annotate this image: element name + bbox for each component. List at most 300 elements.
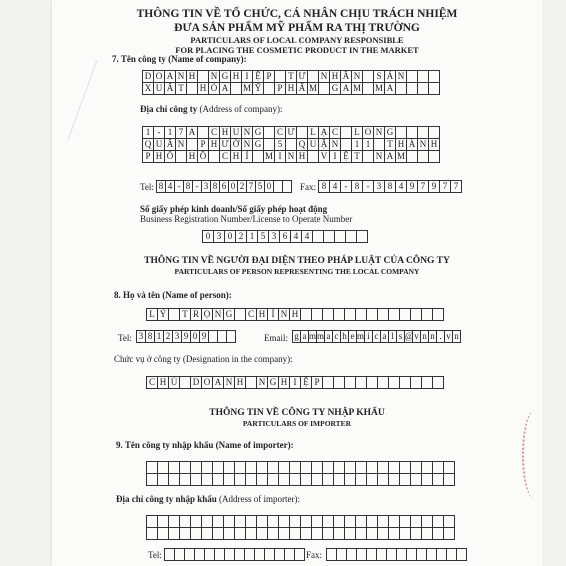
grid-cell: A: [186, 126, 197, 139]
grid-cell: L: [351, 126, 362, 139]
grid-cell: H: [153, 150, 164, 163]
grid-cell: [186, 82, 197, 95]
grid-cell: 7: [175, 126, 186, 139]
grid-cell: [252, 150, 263, 163]
grid-cell: [254, 548, 264, 561]
header-title-vn-2: ĐƯA SẢN PHẨM MỸ PHẨM RA THỊ TRƯỜNG: [174, 22, 420, 34]
grid-cell: X: [142, 82, 153, 95]
grid-cell: 5: [255, 180, 264, 193]
grid-cell: 3: [136, 330, 145, 343]
grid-cell: A: [340, 82, 351, 95]
grid-cell: [399, 527, 410, 540]
grid-cell: N: [318, 70, 329, 83]
grid-cell: N: [351, 70, 362, 83]
grid-cell: m: [309, 331, 317, 341]
grid-cell: [312, 230, 323, 243]
grid-cell: [223, 527, 234, 540]
grid-cell: [356, 548, 366, 561]
importer-name-row-2[interactable]: [146, 473, 455, 486]
grid-cell: s: [396, 330, 404, 343]
grid-cell: 8: [384, 180, 395, 193]
grid-cell: M: [264, 151, 273, 161]
person-name-label-vn: 8. Họ và tên: [114, 290, 160, 300]
grid-cell: [421, 308, 432, 321]
grid-cell: [168, 473, 179, 486]
grid-cell: [245, 473, 256, 486]
grid-cell: 4: [290, 230, 301, 243]
grid-cell: -: [362, 180, 373, 193]
importer-tel-field[interactable]: [164, 548, 305, 561]
importer-name-label-vn: 9. Tên công ty nhập khẩu: [116, 440, 214, 450]
grid-cell: [399, 473, 410, 486]
grid-cell: 9: [428, 180, 439, 193]
grid-cell: V: [318, 150, 329, 163]
grid-cell: [311, 527, 322, 540]
grid-cell: [355, 376, 366, 389]
grid-cell: [334, 230, 345, 243]
person-email-label: Email:: [264, 333, 288, 343]
grid-cell: N: [223, 376, 234, 389]
grid-cell: m: [357, 331, 365, 341]
grid-cell: A: [212, 376, 223, 389]
grid-cell: [356, 230, 368, 243]
grid-cell: [366, 308, 377, 321]
grid-cell: [346, 548, 356, 561]
grid-cell: .: [436, 330, 444, 343]
company-fax-field[interactable]: [318, 180, 462, 193]
grid-cell: C: [245, 308, 256, 321]
grid-cell: [333, 527, 344, 540]
person-name-field[interactable]: [146, 308, 444, 321]
grid-cell: [388, 527, 399, 540]
grid-cell: a: [324, 330, 332, 343]
grid-cell: [300, 308, 311, 321]
grid-cell: O: [201, 376, 212, 389]
company-name-label-vn: 7. Tên công ty: [112, 54, 166, 64]
grid-cell: T: [175, 82, 186, 95]
importer-address-label-en: (Address of importer):: [219, 494, 301, 504]
grid-cell: A: [384, 82, 395, 95]
grid-cell: 1: [362, 138, 373, 151]
grid-cell: [388, 473, 399, 486]
grid-cell: [456, 548, 467, 561]
grid-cell: N: [212, 308, 223, 321]
grid-cell: 0: [264, 180, 273, 193]
grid-cell: 7: [450, 180, 462, 193]
grid-cell: [184, 548, 194, 561]
grid-cell: [208, 150, 219, 163]
grid-cell: P: [311, 376, 322, 389]
grid-cell: H: [157, 376, 168, 389]
grid-cell: [245, 376, 256, 389]
person-tel-label: Tel:: [118, 333, 132, 343]
grid-cell: I: [241, 70, 252, 83]
representative-title-en: PARTICULARS OF PERSON REPRESENTING THE LOCAL COMPANY: [174, 267, 420, 276]
importer-name-label: [116, 440, 294, 450]
grid-cell: H: [219, 126, 230, 139]
grid-cell: Ồ: [197, 150, 208, 163]
grid-cell: [366, 527, 377, 540]
importer-title-vn: THÔNG TIN VỀ CÔNG TY NHẬP KHẨU: [209, 408, 385, 418]
grid-cell: N: [175, 138, 186, 151]
grid-cell: M: [374, 83, 383, 93]
grid-cell: U: [153, 82, 164, 95]
grid-cell: [234, 473, 245, 486]
grid-cell: [443, 473, 455, 486]
grid-cell: e: [348, 330, 356, 343]
grid-cell: n: [452, 330, 461, 343]
grid-cell: -: [340, 180, 351, 193]
grid-cell: [307, 150, 318, 163]
company-name-label: [112, 54, 247, 64]
grid-cell: H: [208, 138, 219, 151]
grid-cell: [208, 330, 217, 343]
grid-cell: N: [395, 70, 406, 83]
grid-cell: [230, 82, 241, 95]
grid-cell: Í: [241, 150, 252, 163]
grid-cell: T: [351, 150, 362, 163]
company-address-row-3[interactable]: [142, 150, 440, 163]
grid-cell: H: [289, 308, 300, 321]
grid-cell: 0: [228, 180, 237, 193]
grid-cell: T: [384, 138, 395, 151]
grid-cell: 7: [246, 180, 255, 193]
grid-cell: [388, 308, 399, 321]
importer-tel-label: Tel:: [148, 550, 162, 560]
grid-cell: G: [267, 376, 278, 389]
grid-cell: H: [197, 82, 208, 95]
grid-cell: 2: [163, 330, 172, 343]
grid-cell: N: [175, 70, 186, 83]
grid-cell: [416, 548, 426, 561]
grid-cell: [410, 308, 421, 321]
grid-cell: [245, 527, 256, 540]
grid-cell: Ư: [296, 70, 307, 83]
importer-address-row-2[interactable]: [146, 527, 455, 540]
grid-cell: [179, 376, 190, 389]
grid-cell: [432, 473, 443, 486]
importer-address-label: [116, 494, 300, 504]
grid-cell: 7: [417, 180, 428, 193]
grid-cell: [406, 82, 417, 95]
grid-cell: 4: [329, 180, 340, 193]
grid-cell: [344, 473, 355, 486]
grid-cell: H: [186, 150, 197, 163]
grid-cell: [326, 548, 336, 561]
company-name-row-2[interactable]: [142, 82, 440, 95]
grid-cell: [421, 527, 432, 540]
grid-cell: h: [340, 330, 348, 343]
grid-cell: 6: [219, 180, 228, 193]
grid-cell: [204, 548, 214, 561]
grid-cell: [164, 548, 174, 561]
grid-cell: H: [285, 82, 296, 95]
grid-cell: N: [373, 150, 384, 163]
grid-cell: [201, 473, 212, 486]
grid-cell: l: [388, 330, 396, 343]
grid-cell: 8: [210, 180, 219, 193]
grid-cell: Ệ: [340, 150, 351, 163]
header-title-en-1: PARTICULARS OF LOCAL COMPANY RESPONSIBLE: [190, 35, 404, 45]
grid-cell: [267, 527, 278, 540]
grid-cell: [428, 150, 440, 163]
grid-cell: [263, 82, 274, 95]
grid-cell: M: [352, 83, 361, 93]
importer-address-label-vn: Địa chỉ công ty nhập khẩu: [116, 494, 217, 504]
grid-cell: H: [186, 70, 197, 83]
grid-cell: H: [234, 376, 245, 389]
grid-cell: n: [420, 330, 428, 343]
grid-cell: 1: [142, 126, 153, 139]
grid-cell: 0: [190, 330, 199, 343]
grid-cell: Â: [164, 138, 175, 151]
grid-cell: [355, 308, 366, 321]
license-label-vn: Số giấy phép kinh doanh/Số giấy phép hoạt động: [140, 204, 328, 214]
grid-cell: [421, 376, 432, 389]
grid-cell: [410, 376, 421, 389]
grid-cell: M: [396, 151, 405, 161]
grid-cell: 8: [156, 180, 165, 193]
grid-cell: H: [428, 138, 440, 151]
grid-cell: [157, 473, 168, 486]
grid-cell: v: [444, 330, 452, 343]
grid-cell: [179, 527, 190, 540]
grid-cell: R: [190, 308, 201, 321]
grid-cell: 4: [395, 180, 406, 193]
person-name-label-en: (Name of person):: [162, 290, 232, 300]
grid-cell: [399, 308, 410, 321]
header-title-vn-1: THÔNG TIN VỀ TỔ CHỨC, CÁ NHÂN CHỊU TRÁCH NHIỆM: [136, 8, 458, 20]
designation-label-vn: Chức vụ ở công ty: [114, 354, 181, 364]
grid-cell: c: [332, 330, 340, 343]
grid-cell: S: [373, 70, 384, 83]
grid-cell: [234, 527, 245, 540]
grid-cell: 3: [213, 230, 224, 243]
grid-cell: [344, 527, 355, 540]
importer-title-en: PARTICULARS OF IMPORTER: [242, 419, 352, 428]
grid-cell: 0: [202, 230, 213, 243]
grid-cell: [217, 330, 226, 343]
grid-cell: Ạ: [318, 126, 329, 139]
grid-cell: [417, 150, 428, 163]
grid-cell: [366, 473, 377, 486]
grid-cell: G: [219, 70, 230, 83]
grid-cell: [226, 330, 236, 343]
person-tel-field[interactable]: [136, 330, 236, 343]
grid-cell: P: [197, 138, 208, 151]
grid-cell: Ư: [285, 126, 296, 139]
grid-cell: [344, 376, 355, 389]
designation-field[interactable]: [146, 376, 444, 389]
grid-cell: [355, 473, 366, 486]
grid-cell: [362, 150, 373, 163]
grid-cell: [289, 527, 300, 540]
grid-cell: U: [153, 138, 164, 151]
grid-cell: P: [263, 70, 274, 83]
grid-cell: [284, 548, 294, 561]
grid-cell: 3: [373, 180, 384, 193]
grid-cell: Ủ: [168, 376, 179, 389]
grid-cell: A: [164, 70, 175, 83]
grid-cell: [201, 527, 212, 540]
grid-cell: 5: [274, 138, 285, 151]
grid-cell: [322, 308, 333, 321]
grid-cell: 0: [224, 230, 235, 243]
grid-cell: Ọ: [201, 308, 212, 321]
form-page: [52, 0, 542, 566]
grid-cell: Ệ: [300, 376, 311, 389]
grid-cell: [157, 527, 168, 540]
grid-cell: N: [208, 70, 219, 83]
grid-cell: 3: [201, 180, 210, 193]
person-name-label: [114, 290, 232, 300]
grid-cell: H: [256, 308, 267, 321]
grid-cell: Ờ: [230, 138, 241, 151]
grid-cell: [212, 527, 223, 540]
grid-cell: I: [274, 150, 285, 163]
grid-cell: [399, 376, 410, 389]
grid-cell: c: [372, 330, 380, 343]
grid-cell: [264, 548, 274, 561]
grid-cell: [362, 82, 373, 95]
grid-cell: M: [308, 83, 317, 93]
importer-fax-field[interactable]: [326, 548, 467, 561]
grid-cell: 8: [183, 180, 192, 193]
company-name-label-en: (Name of company):: [168, 54, 247, 64]
grid-cell: [234, 308, 245, 321]
grid-cell: [223, 473, 234, 486]
grid-cell: [336, 548, 346, 561]
grid-cell: I: [329, 150, 340, 163]
grid-cell: a: [300, 330, 308, 343]
grid-cell: Ó: [208, 82, 219, 95]
header-title-en-2: FOR PLACING THE COSMETIC PRODUCT IN THE MARKET: [175, 45, 419, 55]
grid-cell: [256, 527, 267, 540]
grid-cell: H: [230, 150, 241, 163]
grid-cell: [333, 376, 344, 389]
grid-cell: [168, 308, 179, 321]
grid-cell: H: [278, 376, 289, 389]
grid-cell: [322, 527, 333, 540]
license-label-en: Business Registration Number/License to Operate Number: [140, 214, 353, 224]
grid-cell: T: [179, 308, 190, 321]
company-address-label: [140, 104, 282, 114]
grid-cell: @: [405, 331, 414, 341]
company-fax-label: Fax:: [300, 182, 317, 192]
grid-cell: [282, 180, 292, 193]
designation-label: [114, 354, 293, 364]
grid-cell: H: [395, 138, 406, 151]
grid-cell: Ẩ: [296, 82, 307, 95]
grid-cell: 9: [199, 330, 208, 343]
grid-cell: [146, 473, 157, 486]
grid-cell: [406, 548, 416, 561]
grid-cell: N: [241, 138, 252, 151]
grid-cell: 5: [257, 230, 268, 243]
grid-cell: [345, 230, 356, 243]
company-tel-field[interactable]: [156, 180, 292, 193]
grid-cell: [377, 308, 388, 321]
grid-cell: 7: [439, 180, 450, 193]
grid-cell: 4: [301, 230, 312, 243]
grid-cell: 1: [164, 126, 175, 139]
grid-cell: [333, 473, 344, 486]
grid-cell: D: [142, 70, 153, 83]
grid-cell: [421, 473, 432, 486]
company-address-label-en: (Address of company):: [199, 104, 283, 114]
grid-cell: [174, 548, 184, 561]
grid-cell: [333, 308, 344, 321]
grid-cell: [214, 548, 224, 561]
grid-cell: 3: [172, 330, 181, 343]
company-address-label-vn: Địa chỉ công ty: [140, 104, 198, 114]
grid-cell: [443, 527, 455, 540]
grid-cell: [428, 82, 440, 95]
grid-cell: [417, 82, 428, 95]
grid-cell: [194, 548, 204, 561]
grid-cell: C: [219, 150, 230, 163]
grid-cell: I: [289, 376, 300, 389]
grid-cell: Ố: [164, 150, 175, 163]
grid-cell: Ệ: [252, 70, 263, 83]
grid-cell: N: [241, 126, 252, 139]
scan-artifact: [67, 60, 137, 140]
grid-cell: [267, 473, 278, 486]
grid-cell: [376, 548, 386, 561]
grid-cell: Ấ: [164, 82, 175, 95]
grid-cell: -: [192, 180, 201, 193]
grid-cell: Ý: [157, 308, 168, 321]
grid-cell: [190, 473, 201, 486]
grid-cell: A: [219, 82, 230, 95]
grid-cell: N: [373, 126, 384, 139]
grid-cell: D: [190, 376, 201, 389]
grid-cell: [168, 527, 179, 540]
grid-cell: [278, 473, 289, 486]
grid-cell: [179, 473, 190, 486]
grid-cell: 3: [268, 230, 279, 243]
grid-cell: Q: [296, 138, 307, 151]
license-number-field[interactable]: [202, 230, 368, 243]
grid-cell: Â: [340, 70, 351, 83]
grid-cell: N: [417, 138, 428, 151]
grid-cell: [190, 527, 201, 540]
person-email-field[interactable]: [292, 330, 461, 343]
grid-cell: O: [153, 70, 164, 83]
grid-cell: 8: [145, 330, 154, 343]
grid-cell: 9: [181, 330, 190, 343]
grid-cell: v: [412, 330, 420, 343]
grid-cell: L: [146, 308, 157, 321]
grid-cell: [395, 82, 406, 95]
grid-cell: H: [230, 70, 241, 83]
grid-cell: [311, 473, 322, 486]
grid-cell: m: [317, 331, 325, 341]
grid-cell: [410, 473, 421, 486]
grid-cell: [146, 527, 157, 540]
grid-cell: Í: [267, 308, 278, 321]
grid-cell: L: [307, 126, 318, 139]
grid-cell: [446, 548, 456, 561]
grid-cell: N: [329, 138, 340, 151]
grid-cell: N: [285, 150, 296, 163]
grid-cell: [377, 473, 388, 486]
grid-cell: Ả: [384, 70, 395, 83]
grid-cell: Ư: [219, 138, 230, 151]
grid-cell: [396, 548, 406, 561]
grid-cell: C: [146, 376, 157, 389]
grid-cell: [406, 150, 417, 163]
